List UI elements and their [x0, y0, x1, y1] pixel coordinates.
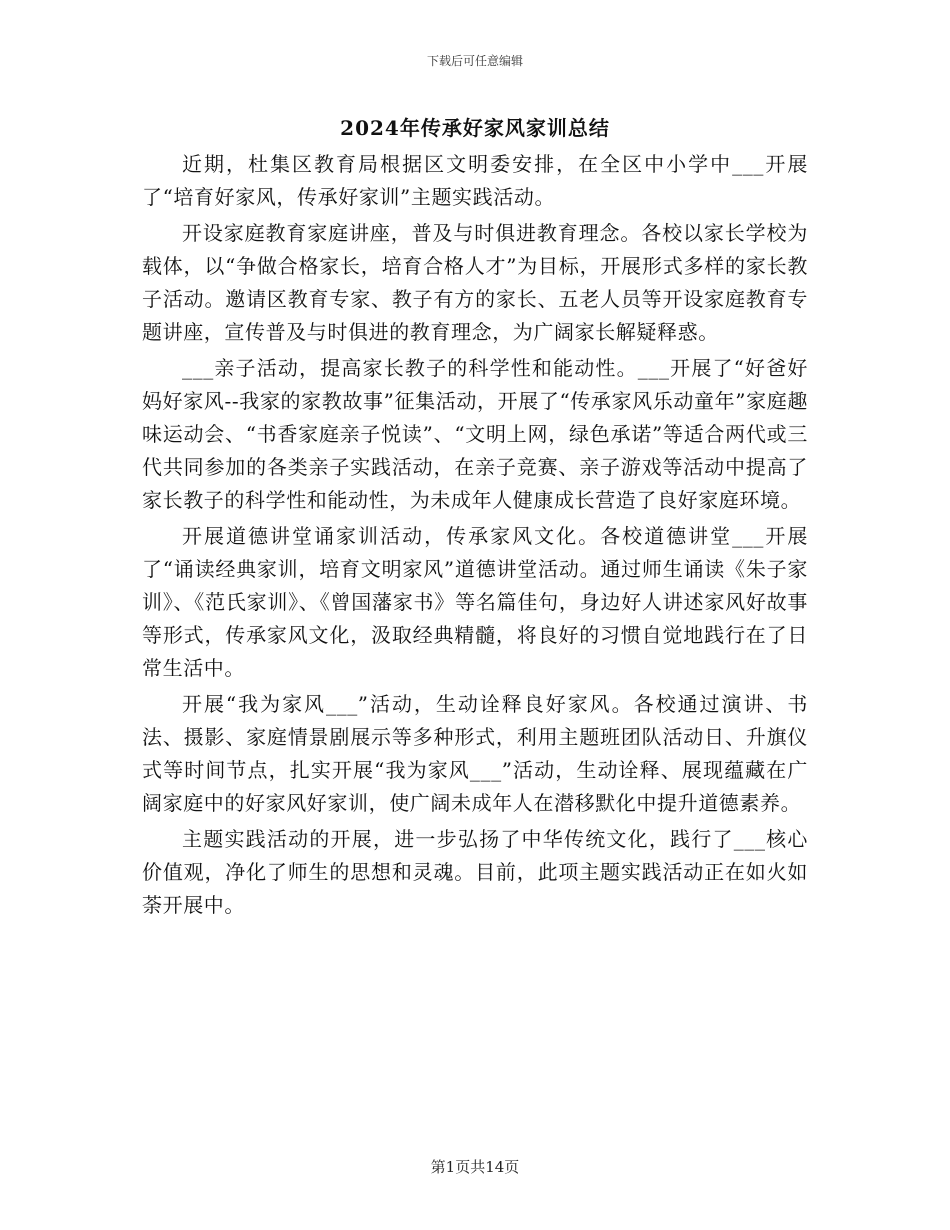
paragraph-parent-child: ___亲子活动，提高家长教子的科学性和能动性。___开展了“好爸好妈好家风--我家的家教故事”征集活动，开展了“传承家风乐动童年”家庭趣味运动会、“书香家庭亲子悦读”、“文明上网，绿色承诺”等适合两代或三代共同参加的各类亲子实践活动，在亲子竞赛、亲子游戏等活动中提高了家长教子的科学性和能动性，为未成年人健康成长营造了良好家庭环境。	[142, 356, 808, 512]
document-title: 2024年传承好家风家训总结	[340, 116, 610, 140]
paragraph-intro: 近期，杜集区教育局根据区文明委安排，在全区中小学中___开展了“培育好家风，传承好家训”主题实践活动。	[142, 152, 808, 209]
header-note: 下载后可任意编辑	[426, 54, 523, 68]
document-body	[142, 148, 808, 922]
paragraph-conclusion: 主题实践活动的开展，进一步弘扬了中华传统文化，践行了___核心价值观，净化了师生的思想和灵魂。目前，此项主题实践活动正在如火如荼开展中。	[142, 827, 808, 917]
paragraph-lectures: 开设家庭教育家庭讲座，普及与时俱进教育理念。各校以家长学校为载体，以“争做合格家长，培育合格人才”为目标，开展形式多样的家长教子活动。邀请区教育专家、教子有方的家长、五老人员等开设家庭教育专题讲座，宣传普及与时俱进的教育理念，为广阔家长解疑释惑。	[142, 221, 808, 344]
paragraph-moral-hall: 开展道德讲堂诵家训活动，传承家风文化。各校道德讲堂___开展了“诵读经典家训，培育文明家风”道德讲堂活动。通过师生诵读《朱子家训》、《范氏家训》、《曾国藩家书》等名篇佳句，身边好人讲述家风好故事等形式，传承家风文化，汲取经典精髓，将良好的习惯自觉地践行在了日常生活中。	[142, 524, 808, 680]
paragraph-family-style: 开展“我为家风___”活动，生动诠释良好家风。各校通过演讲、书法、摄影、家庭情景剧展示等多种形式，利用主题班团队活动日、升旗仪式等时间节点，扎实开展“我为家风___”活动，生动诠释、展现蕴藏在广阔家庭中的好家风好家训，使广阔未成年人在潜移默化中提升道德素养。	[142, 692, 808, 815]
page-footer: 第1页共14页	[430, 1158, 520, 1176]
